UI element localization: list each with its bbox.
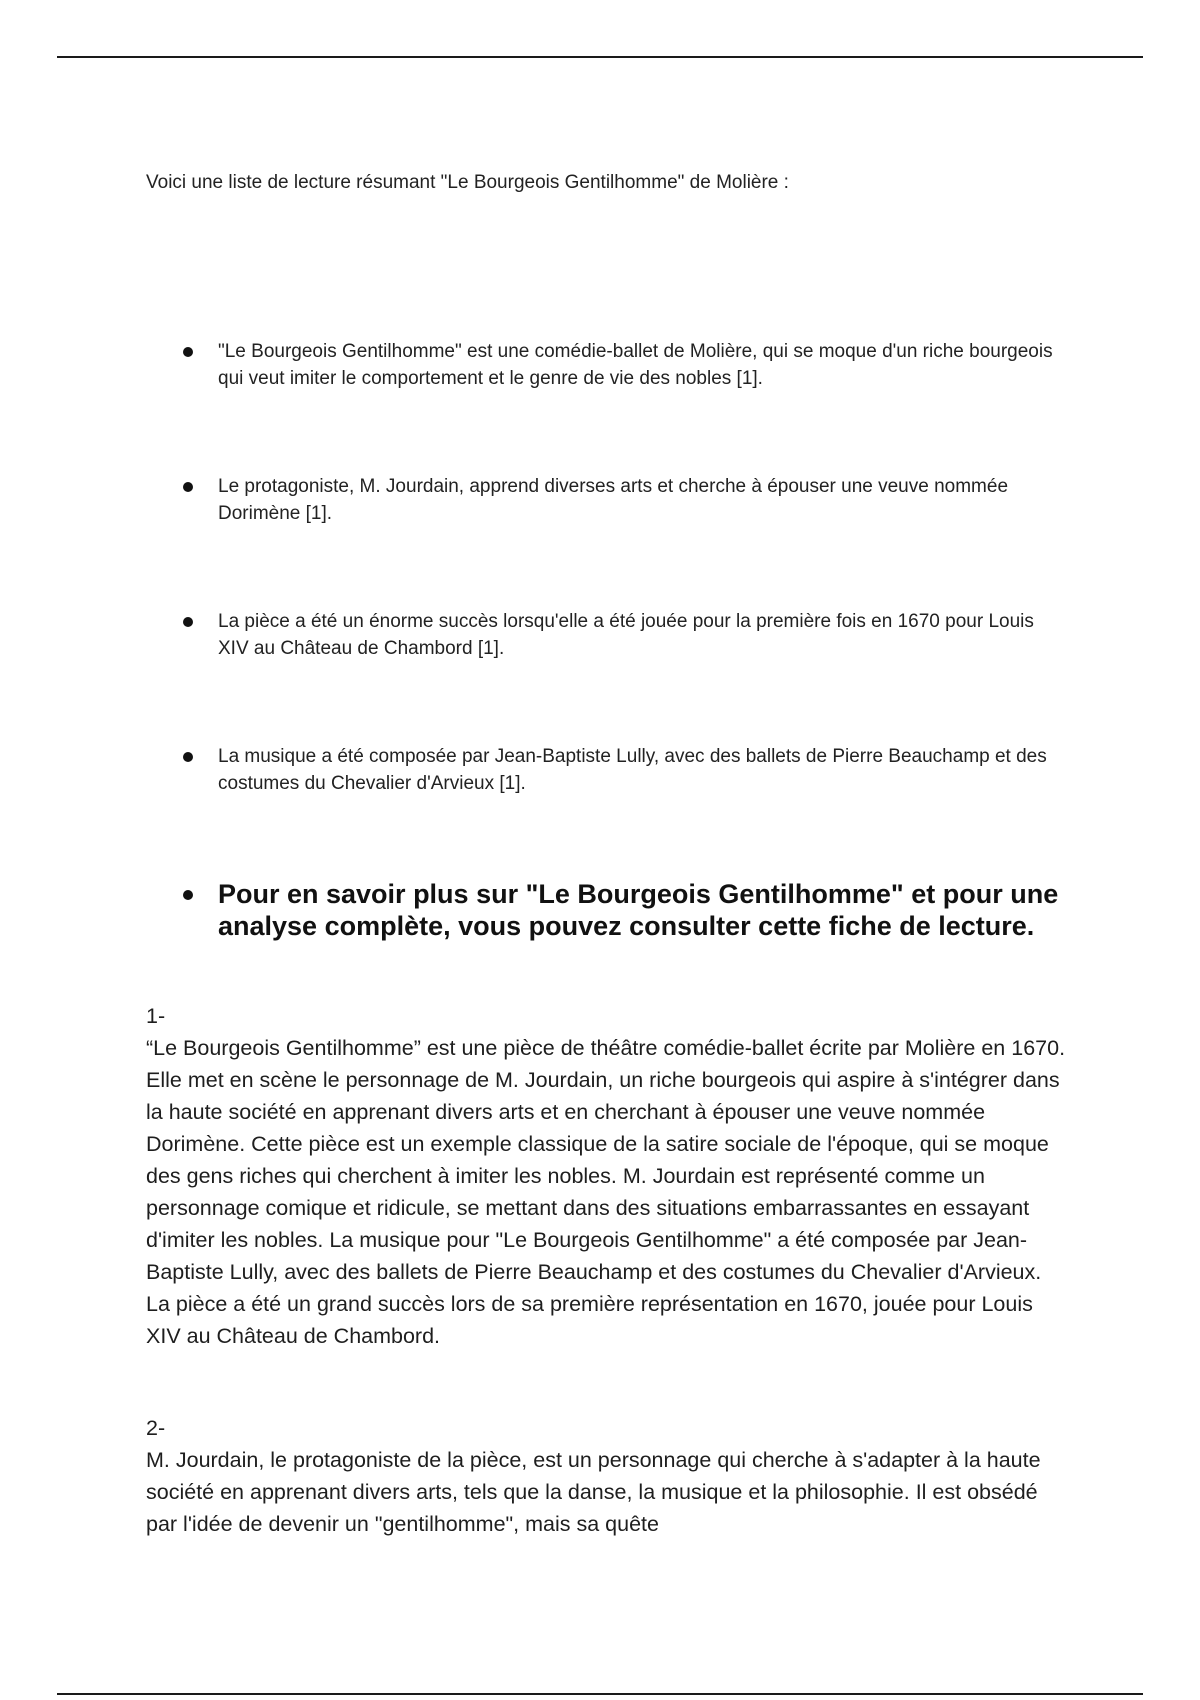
list-item [146, 608, 1066, 662]
list-item-text: "Le Bourgeois Gentilhomme" est une comédie-ballet de Molière, qui se moque d'un riche bourgeois qui veut imiter le comportement et le genre de vie des nobles [1]. [218, 341, 1053, 389]
list-item-text: Pour en savoir plus sur "Le Bourgeois Gentilhomme" et pour une analyse complète, vous pouvez consulter cette fiche de lecture. [218, 879, 1059, 941]
list-item-highlight [146, 878, 1066, 942]
summary-list [146, 338, 1066, 942]
list-item-text: Le protagoniste, M. Jourdain, apprend diverses arts et cherche à épouser une veuve nommée Dorimène [1]. [218, 476, 1009, 524]
bullet-icon [183, 347, 193, 357]
list-item [146, 743, 1066, 797]
header-rule [57, 56, 1143, 58]
list-item [146, 338, 1066, 392]
section-text: M. Jourdain, le protagoniste de la pièce, est un personnage qui cherche à s'adapter à la haute société en apprenant divers arts, tels que la danse, la musique et la philosophie. Il est obsédé par l'idée de devenir un "gentilhomme", mais sa quête [146, 1448, 1041, 1536]
section-2 [146, 1412, 1066, 1540]
section-text: “Le Bourgeois Gentilhomme” est une pièce de théâtre comédie-ballet écrite par Molière en 1670. Elle met en scène le personnage de M. Jourdain, un riche bourgeois qui aspire à s'intégrer dans la haute société en apprenant divers arts et en cherchant à épouser une veuve nommée Dorimène. Cette pièce est un exemple classique de la satire sociale de l'époque, qui se moque des gens riches qui cherchent à imiter les nobles. M. Jourdain est représenté comme un personnage comique et ridicule, se mettant dans des situations embarrassantes en essayant d'imiter les nobles. La musique pour "Le Bourgeois Gentilhomme" a été composée par Jean-Baptiste Lully, avec des ballets de Pierre Beauchamp et des costumes du Chevalier d'Arvieux. La pièce a été un grand succès lors de sa première représentation en 1670, jouée pour Louis XIV au Château de Chambord. [146, 1036, 1066, 1348]
section-number: 1- [146, 1004, 166, 1028]
list-item-text: La musique a été composée par Jean-Baptiste Lully, avec des ballets de Pierre Beauchamp et des costumes du Chevalier d'Arvieux [1]. [218, 746, 1047, 794]
footer-rule [57, 1693, 1143, 1695]
bullet-icon [183, 482, 193, 492]
section-number: 2- [146, 1416, 166, 1440]
bullet-icon [183, 890, 193, 900]
bullet-icon [183, 752, 193, 762]
list-item [146, 473, 1066, 527]
section-1 [146, 1000, 1066, 1352]
bullet-icon [183, 617, 193, 627]
list-item-text: La pièce a été un énorme succès lorsqu'elle a été jouée pour la première fois en 1670 pour Louis XIV au Château de Chambord [1]. [218, 611, 1034, 659]
intro-text: Voici une liste de lecture résumant "Le Bourgeois Gentilhomme" de Molière : [146, 172, 789, 193]
